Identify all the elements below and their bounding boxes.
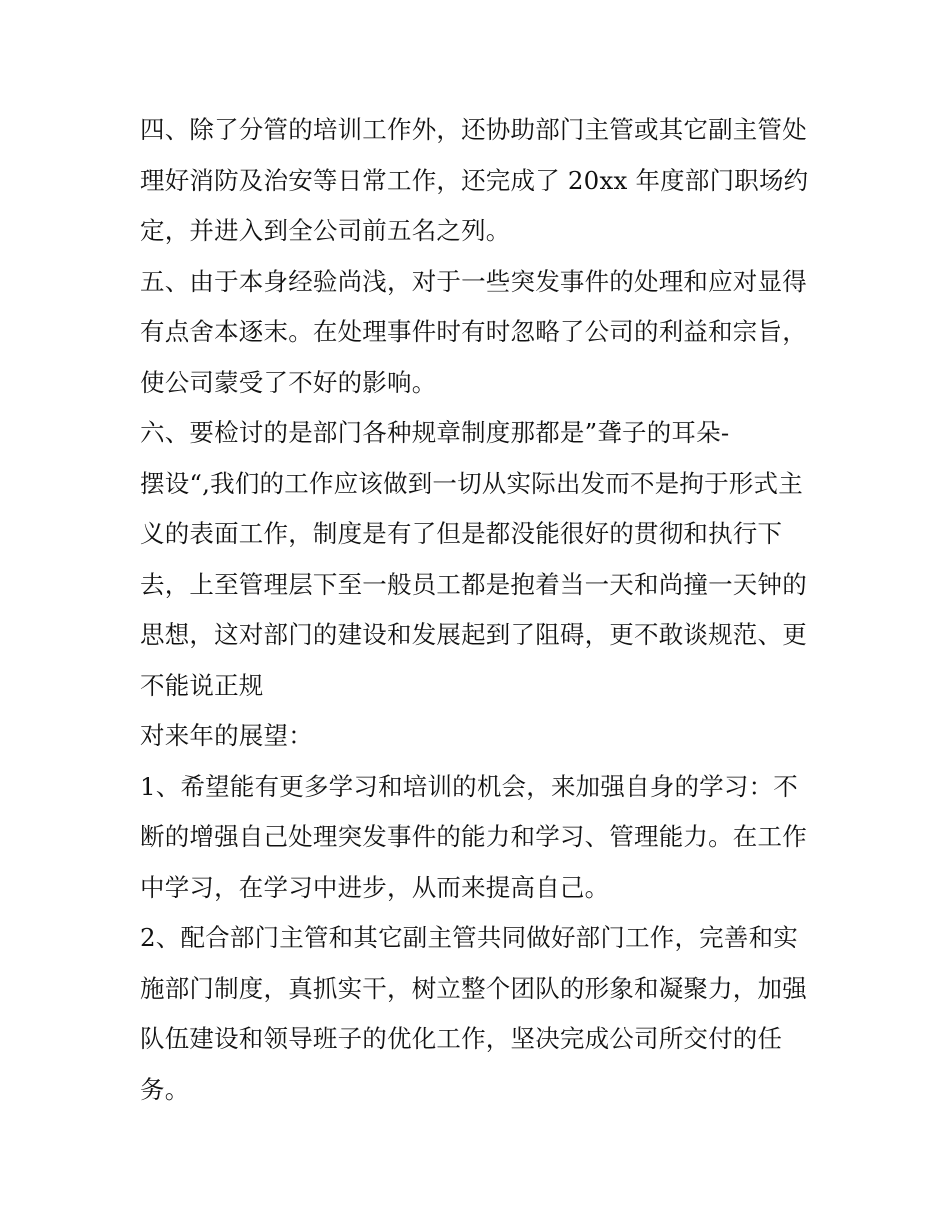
outlook-item-2 [140, 913, 815, 1115]
text-line: 中学习，在学习中进步，从而来提高自己。 [140, 872, 610, 902]
text-line: 去，上至管理层下至一般员工都是抱着当一天和尚撞一天钟的 [140, 569, 807, 599]
text-line: 队伍建设和领导班子的优化工作，坚决完成公司所交付的任 [140, 1024, 783, 1053]
text-line: 摆设“,我们的工作应该做到一切从实际出发而不是拘于形式主 [140, 468, 803, 498]
paragraph-6 [140, 408, 815, 711]
text-line: 2、配合部门主管和其它副主管共同做好部门工作，完善和实 [140, 923, 798, 952]
paragraph-5 [140, 257, 815, 409]
text-line: 对来年的展望： [140, 721, 313, 750]
text-line: 施部门制度，真抓实干，树立整个团队的形象和凝聚力，加强 [140, 973, 807, 1003]
text-line: 六、要检讨的是部门各种规章制度那都是”聋子的耳朵- [140, 418, 730, 447]
text-line: 务。 [140, 1074, 190, 1104]
text-line: 思想，这对部门的建设和发展起到了阻碍，更不敢谈规范、更 [140, 620, 807, 649]
text-line: 义的表面工作，制度是有了但是都没能很好的贯彻和执行下 [140, 519, 783, 548]
outlook-item-1 [140, 762, 815, 914]
text-line: 有点舍本逐末。在处理事件时有时忽略了公司的利益和宗旨， [140, 317, 807, 346]
text-line: 五、由于本身经验尚浅，对于一些突发事件的处理和应对显得 [140, 266, 807, 296]
paragraph-4 [140, 105, 815, 257]
text-line: 理好消防及治安等日常工作，还完成了 20xx 年度部门职场约 [140, 165, 809, 195]
text-line: 定，并进入到全公司前五名之列。 [140, 216, 511, 245]
text-line: 使公司蒙受了不好的影响。 [140, 367, 437, 397]
document-page [140, 105, 815, 1115]
text-line: 四、除了分管的培训工作外，还协助部门主管或其它副主管处 [140, 115, 807, 144]
text-line: 不能说正规 [140, 670, 264, 700]
section-heading-outlook [140, 711, 815, 762]
text-line: 1、希望能有更多学习和培训的机会，来加强自身的学习：不 [140, 771, 798, 801]
text-line: 断的增强自己处理突发事件的能力和学习、管理能力。在工作 [140, 822, 807, 851]
